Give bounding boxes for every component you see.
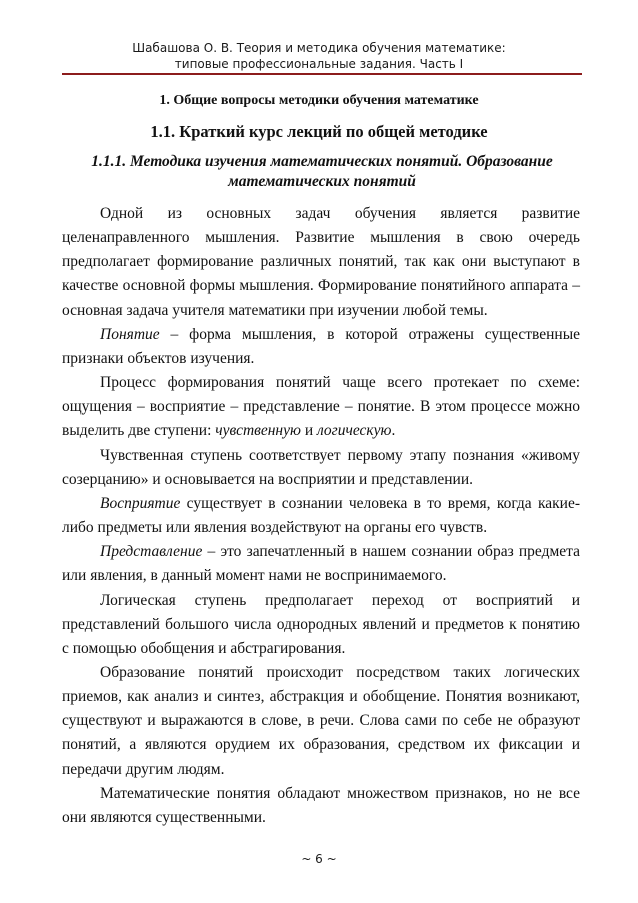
subsection-title: 1.1.1. Методика изучения математических понятий. Образование математических понятий — [91, 153, 553, 190]
term-perception: Восприятие — [100, 494, 181, 512]
term-concept: Понятие — [100, 325, 160, 343]
section-subtitle: 1.1. Краткий курс лекций по общей методике — [150, 122, 488, 141]
body-text — [62, 202, 580, 830]
paragraph — [62, 492, 580, 540]
section-title: 1. Общие вопросы методики обучения математике — [159, 93, 479, 108]
running-header-line-1: Шабашова О. В. Теория и методика обучения математике: — [132, 41, 506, 55]
paragraph — [62, 540, 580, 588]
running-header-line-2: типовые профессиональные задания. Часть I — [174, 57, 464, 71]
paragraph-text: . — [391, 422, 396, 440]
paragraph: Образование понятий происходит посредством таких логических приемов, как анализ и синтез, абстракция и обобщение. Понятия возникают, существуют и выражаются в слове, в речи. Слова сами по себе не образуют понятий, а являются орудием их образования, средством их фиксации и передачи другим людям. — [62, 663, 580, 778]
definition-text: – это запечатленный в нашем сознании образ предмета или явления, в данный момент нами не воспринимаемого. — [62, 543, 580, 585]
page-number: ~ 6 ~ — [301, 852, 337, 866]
paragraph — [62, 371, 580, 443]
paragraph: Математические понятия обладают множеством признаков, но не все они являются существенными. — [62, 784, 580, 826]
term-sensory: чувственную — [215, 422, 301, 440]
paragraph-text: и — [300, 422, 317, 440]
definition-text: – форма мышления, в которой отражены существенные признаки объектов изучения. — [62, 325, 580, 367]
paragraph: Чувственная ступень соответствует первому этапу познания «живому созерцанию» и основывается на восприятии и представлении. — [62, 446, 580, 488]
paragraph: Одной из основных задач обучения является развитие целенаправленного мышления. Развитие мышления в свою очередь предполагает формирование различных понятий, так как они выступают в качестве основной формы мышления. Формирование понятийного аппарата – основная задача учителя математики при изучении любой темы. — [62, 205, 580, 319]
term-logical: логическую — [316, 422, 392, 440]
definition-text: существует в сознании человека в то время, когда какие-либо предметы или явления воздействуют на органы его чувств. — [62, 494, 580, 537]
paragraph-text: Процесс формирования понятий чаще всего протекает по схеме: ощущения – восприятие – представление – понятие. В этом процессе можно выделить две ступени: — [62, 374, 580, 440]
term-representation: Представление — [100, 543, 203, 561]
paragraph — [62, 323, 580, 371]
paragraph: Логическая ступень предполагает переход от восприятий и представлений большого числа однородных явлений и предметов к понятию с помощью обобщения и абстрагирования. — [62, 591, 580, 657]
header-divider — [62, 73, 582, 75]
